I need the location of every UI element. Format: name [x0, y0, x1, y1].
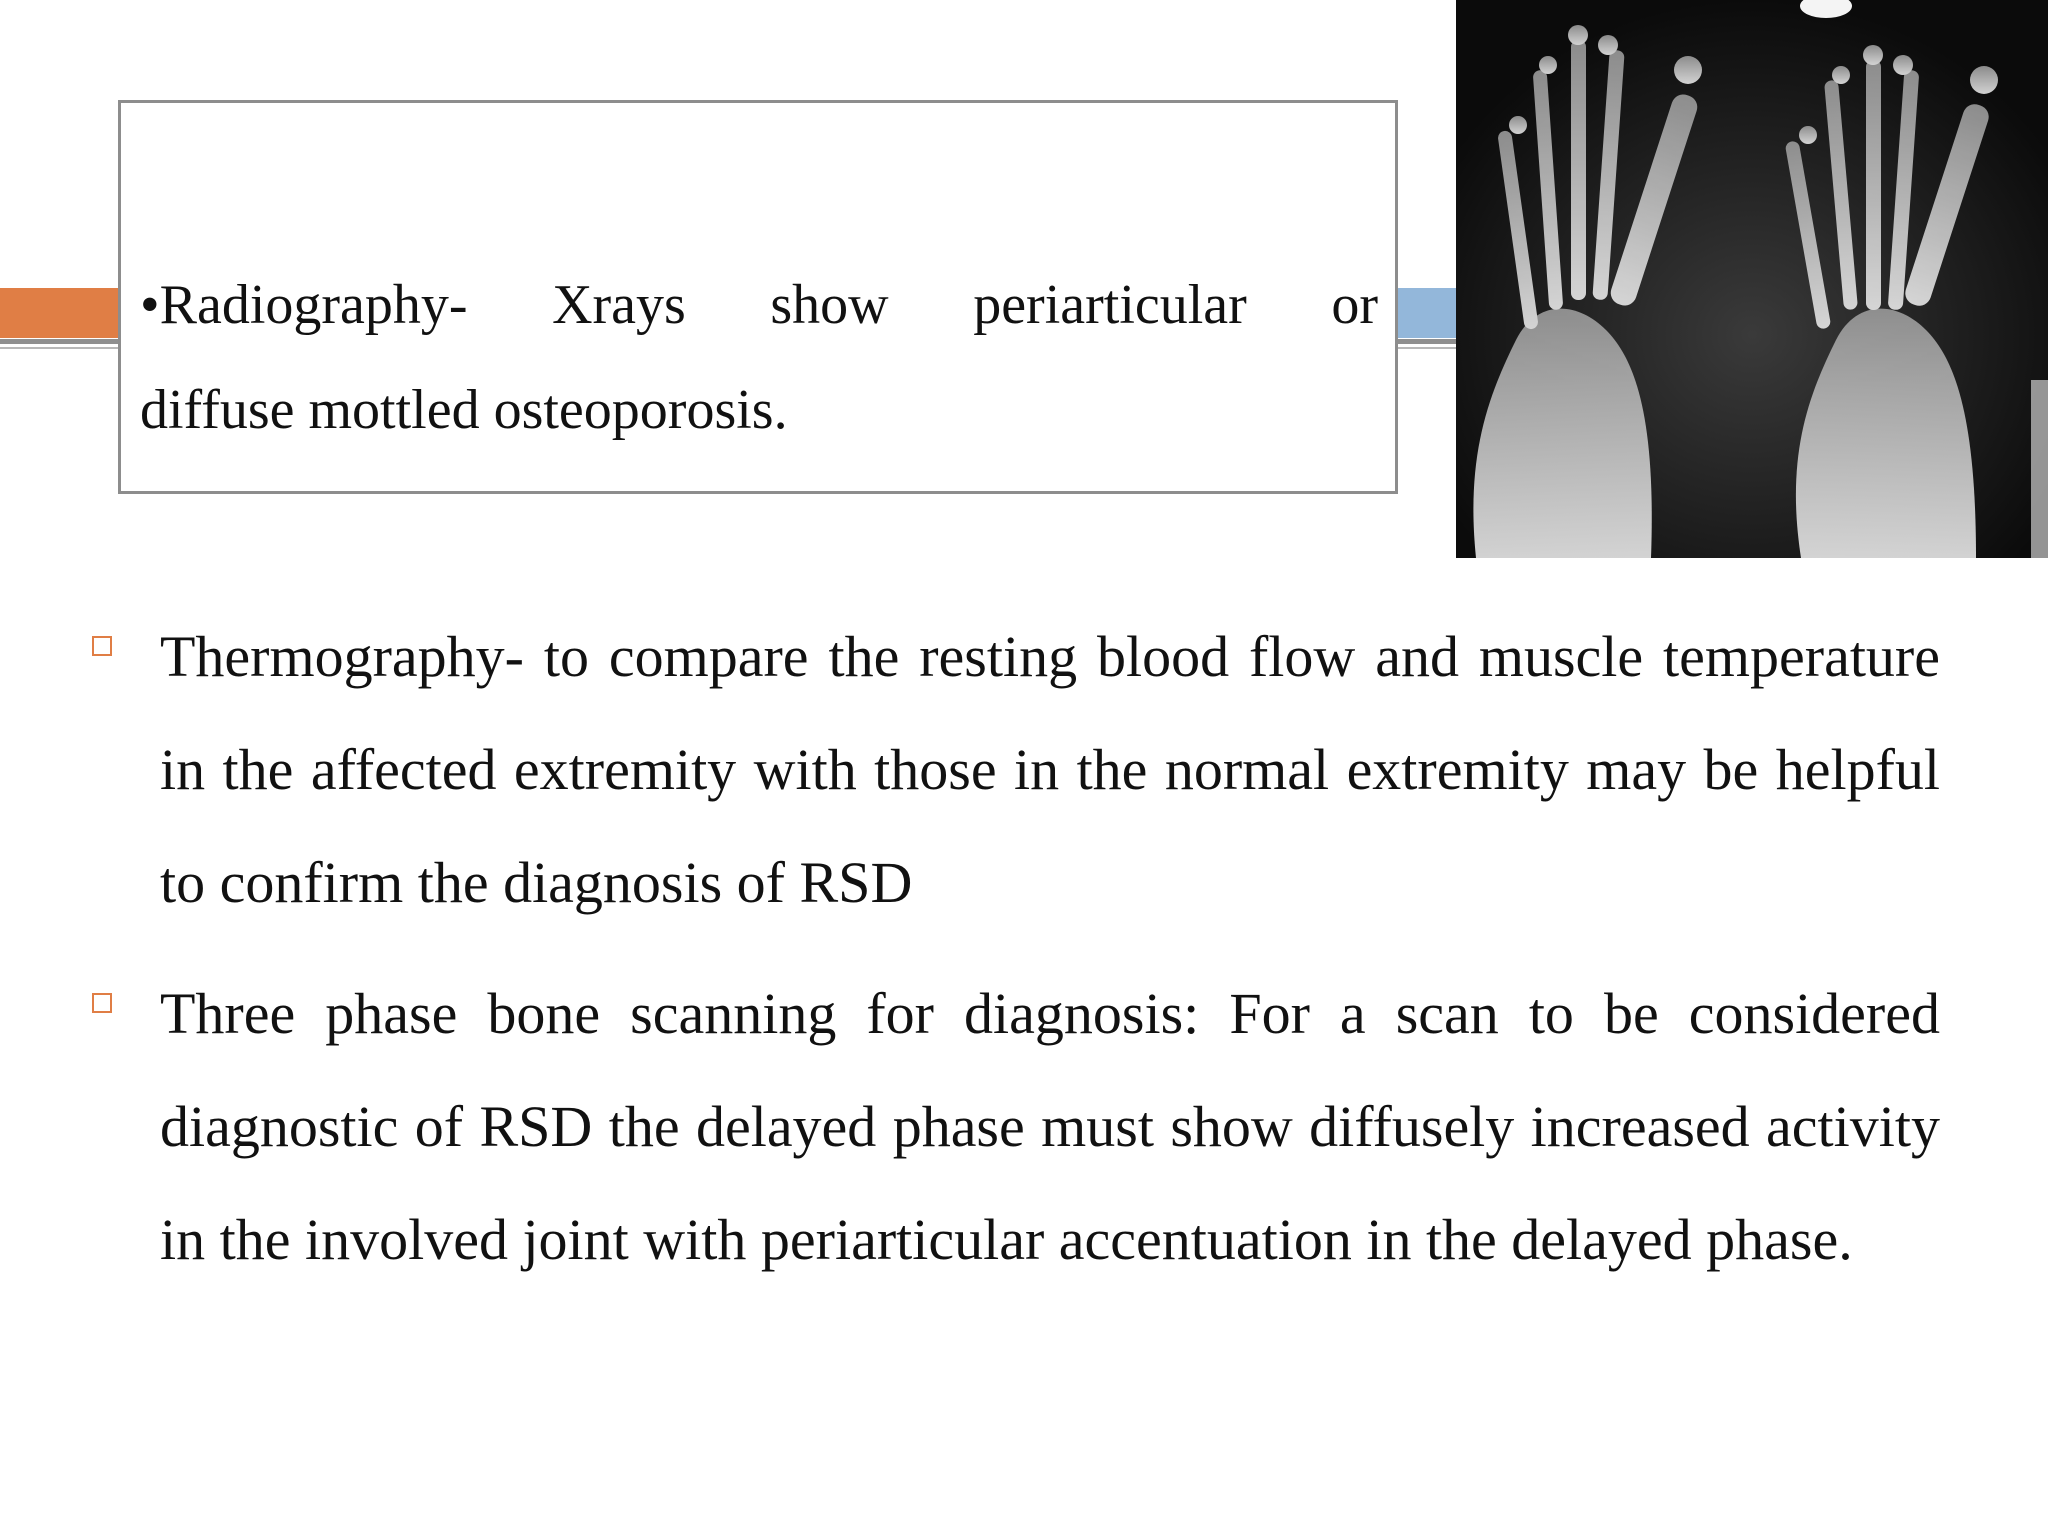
title-line-2: diffuse mottled osteoporosis.: [140, 379, 788, 441]
list-item-text: Thermography- to compare the resting blood flow and muscle temperature in the affected extremity with those in the normal extremity may be helpful to confirm the diagnosis of RSD: [160, 624, 1940, 915]
bullet-square-icon: [92, 636, 112, 656]
header-accent-orange: [0, 288, 122, 338]
title-line-1: •Radiography- Xrays show periarticular or: [140, 274, 1378, 336]
header-accent-blue: [1398, 288, 1458, 338]
xray-feet-illustration: [1456, 0, 2048, 558]
bullet-square-icon: [92, 993, 112, 1013]
xray-feet-image: [1456, 0, 2048, 558]
title-bullet: •: [140, 274, 160, 336]
list-item-text: Three phase bone scanning for diagnosis: For a scan to be considered diagnostic of RSD the delayed phase must show diffusely increased activity in the involved joint with periarticular accentuation in the delayed phase.: [160, 981, 1940, 1272]
title-text: [140, 230, 1378, 440]
